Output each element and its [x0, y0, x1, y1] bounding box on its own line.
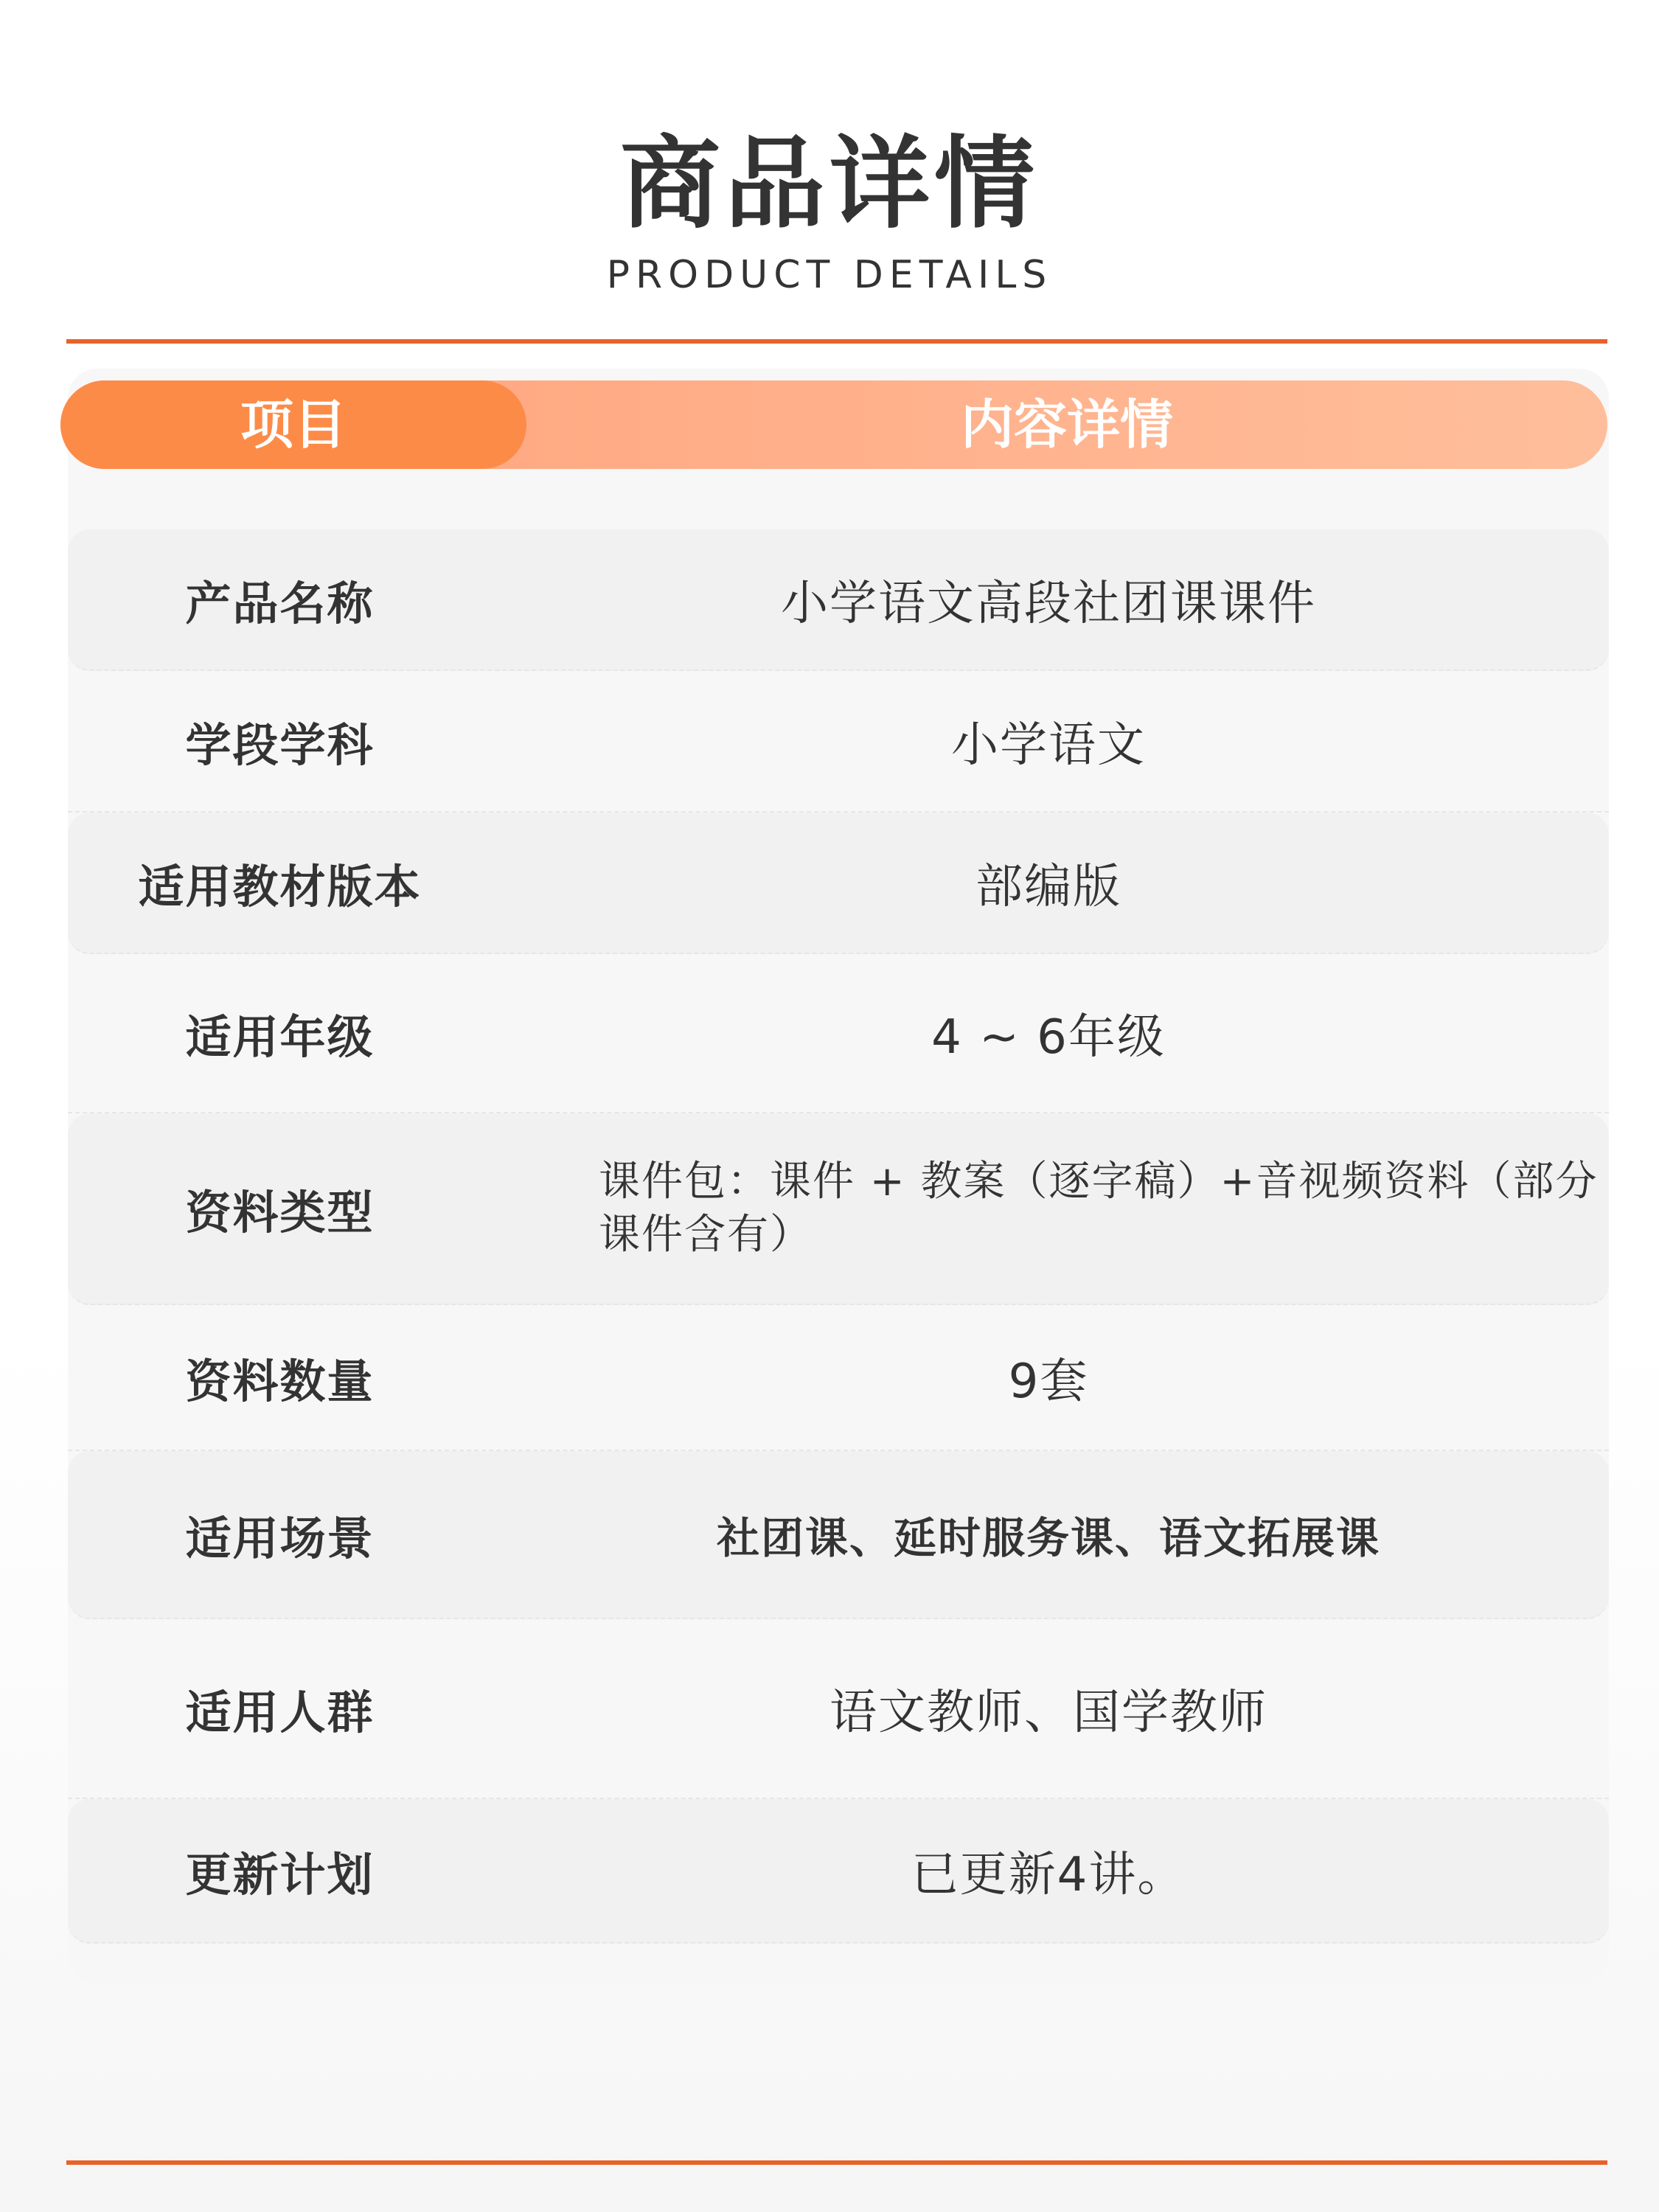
bottom-divider: [66, 2160, 1607, 2165]
row-value: 9套: [1008, 1354, 1089, 1409]
table-row: [68, 1451, 1609, 1619]
table-row: [68, 1305, 1609, 1451]
row-value: 小学语文: [951, 718, 1146, 773]
row-label: 适用人群: [185, 1685, 375, 1739]
table-row: [68, 1619, 1609, 1799]
row-label: 适用教材版本: [138, 859, 422, 914]
table-row: [68, 671, 1609, 813]
row-label: 产品名称: [185, 576, 375, 630]
row-value: 语文教师、国学教师: [830, 1686, 1267, 1740]
row-value: 部编版: [975, 860, 1121, 914]
top-divider: [66, 339, 1607, 344]
row-label: 适用场景: [185, 1511, 375, 1565]
column-header-details: 内容详情: [960, 394, 1173, 456]
row-label: 更新计划: [185, 1847, 375, 1902]
row-label: 资料类型: [185, 1185, 375, 1239]
table-row: [68, 954, 1609, 1113]
table-row: [68, 1799, 1609, 1944]
table-row: [68, 529, 1609, 671]
row-value: 小学语文高段社团课课件: [781, 577, 1316, 631]
row-label: 资料数量: [185, 1354, 375, 1408]
row-value: 社团课、延时服务课、语文拓展课: [716, 1513, 1380, 1563]
row-value: 课件包：课件 + 教案（逐字稿）+音视频资料（部分课件含有）: [599, 1158, 1599, 1259]
table-row: [68, 1113, 1609, 1305]
row-value: 已更新4讲。: [911, 1848, 1186, 1902]
table-row: [68, 813, 1609, 954]
page-title: 商品详情: [620, 126, 1039, 243]
row-value: 4 ~ 6年级: [931, 1010, 1166, 1065]
row-label: 适用年级: [185, 1009, 375, 1064]
column-header-item: 项目: [240, 394, 347, 456]
row-label: 学段学科: [185, 717, 375, 772]
page-subtitle: PRODUCT DETAILS: [606, 253, 1053, 297]
